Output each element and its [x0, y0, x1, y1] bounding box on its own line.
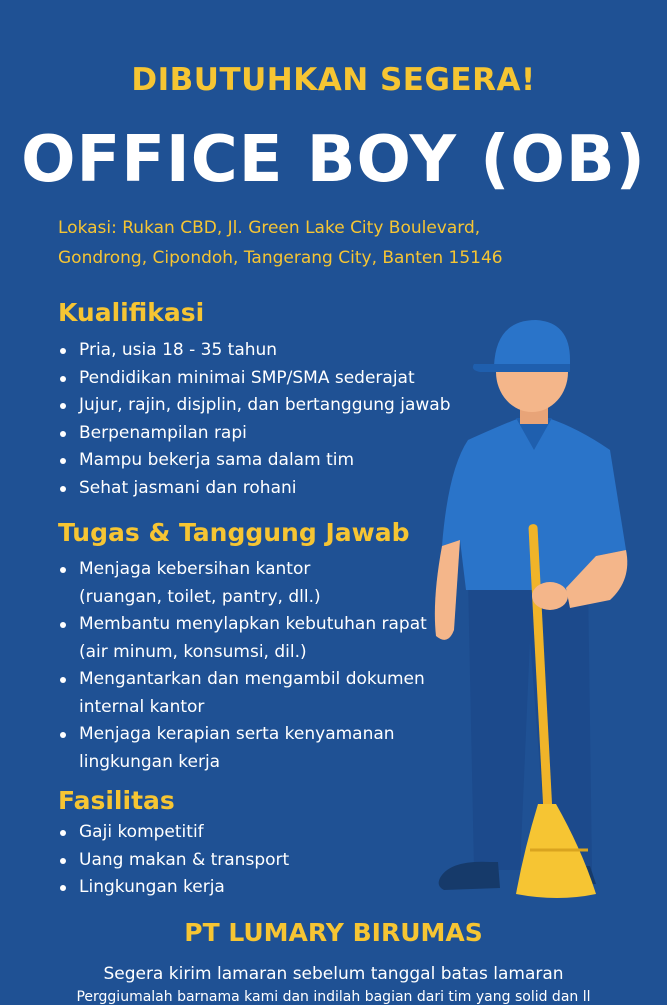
section-heading-fasilitas: Fasilitas [58, 786, 175, 815]
continuation-text: (ruangan, toilet, pantry, dll.) [79, 586, 321, 607]
list-item-continuation [58, 749, 458, 777]
continuation-text: internal kantor [79, 696, 205, 717]
list-item: Pendidikan minimai SMP/SMA sederajat [58, 365, 458, 393]
footer-line-2: Perggiumalah barnama kami dan indilah bagian dari tim yang solid dan ll [76, 989, 591, 1005]
section-heading-tugas: Tugas & Tanggung Jawab [58, 518, 410, 547]
office-boy-with-broom-illustration [420, 310, 660, 910]
list-item: Sehat jasmani dan rohani [58, 475, 458, 503]
headline: DIBUTUHKAN SEGERA! [131, 62, 536, 98]
company-name: PT LUMARY BIRUMAS [184, 918, 483, 947]
list-item: Mampu bekerja sama dalam tim [58, 447, 458, 475]
list-item: Lingkungan kerja [58, 874, 458, 902]
list-item-continuation [58, 694, 458, 722]
list-item: Menjaga kerapian serta kenyamanan [58, 721, 458, 749]
section-heading-kualifikasi: Kualifikasi [58, 298, 205, 327]
job-title: OFFICE BOY (OB) [21, 123, 646, 197]
list-item: Membantu menylapkan kebutuhan rapat [58, 611, 458, 639]
list-item: Berpenampilan rapi [58, 420, 458, 448]
location-text [58, 213, 618, 273]
list-tugas [58, 556, 458, 776]
footer-line-1: Segera kirim lamaran sebelum tanggal batas lamaran [103, 964, 564, 984]
list-kualifikasi [58, 337, 458, 502]
list-item-continuation [58, 584, 458, 612]
list-item: Pria, usia 18 - 35 tahun [58, 337, 458, 365]
list-item: Uang makan & transport [58, 847, 458, 875]
list-item: Jujur, rajin, disjplin, dan bertanggung jawab [58, 392, 458, 420]
continuation-text: lingkungan kerja [79, 751, 221, 772]
list-item-continuation [58, 639, 458, 667]
list-item: Gaji kompetitif [58, 819, 458, 847]
continuation-text: (air minum, konsumsi, dil.) [79, 641, 307, 662]
list-fasilitas [58, 819, 458, 902]
location-line-2: Gondrong, Cipondoh, Tangerang City, Banten 15146 [58, 248, 503, 268]
location-line-1: Lokasi: Rukan CBD, Jl. Green Lake City Boulevard, [58, 218, 481, 238]
list-item: Mengantarkan dan mengambil dokumen [58, 666, 458, 694]
list-item: Menjaga kebersihan kantor [58, 556, 458, 584]
